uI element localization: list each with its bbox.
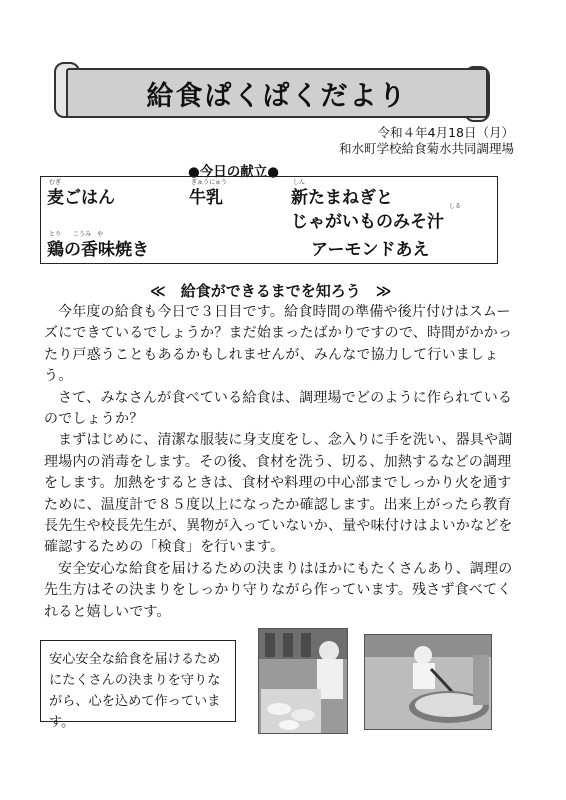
section-title: ≪ 給食ができるまでを知ろう ≫ bbox=[150, 282, 392, 300]
title-banner bbox=[52, 62, 492, 120]
dish-milk: 牛乳 bbox=[189, 188, 223, 208]
menu-heading: ●今日の献立● bbox=[188, 164, 280, 180]
menu-box bbox=[40, 176, 498, 264]
note-box bbox=[40, 640, 236, 730]
article-body bbox=[44, 302, 524, 623]
dish-soup-line1: 新たまねぎと bbox=[291, 188, 393, 208]
article-paragraph: まずはじめに、清潔な服装に身支度をし、念入りに手を洗い、器具や調理場内の消毒をします。その後、食材を洗う、切る、加熱するなどの調理をします。加熱をするときは、食材や料理の中心部までしっかり火を通すために、温度計で８５度以上になったか確認します。出来上がったら教育長先生や校長先生が、異物が入っていないか、量や味付けはよいかなどを確認するための「検食」を行います。 bbox=[44, 432, 513, 556]
article-paragraph: さて、みなさんが食べている給食は、調理場でどのように作られているのでしょうか？ bbox=[44, 389, 513, 428]
dish-soup-line2: じゃがいものみそ汁 bbox=[291, 212, 444, 232]
dish-rice: 麦ごはん bbox=[47, 188, 115, 208]
issue-date: 令和４年4月18日（月） bbox=[377, 125, 514, 140]
dish-ruby: とり こうみ や bbox=[49, 231, 104, 238]
dish-ruby: しる bbox=[449, 203, 462, 210]
article-paragraph: 安全安心な給食を届けるための決まりはほかにもたくさんあり、調理の先生方はその決まりをしっかり守りながら作っています。残さず食べてくれると嬉しいです。 bbox=[44, 560, 513, 620]
kitchen-photo-workers bbox=[258, 628, 348, 734]
title-banner-body bbox=[66, 68, 488, 118]
date-block bbox=[339, 125, 514, 157]
dish-ruby: ぎゅうにゅう bbox=[191, 179, 227, 186]
dish-chicken: 鶏の香味焼き bbox=[47, 240, 149, 260]
dish-almond: アーモンドあえ bbox=[311, 240, 430, 260]
newsletter-title: 給食ぱくぱくだより bbox=[146, 80, 408, 112]
organization-name: 和水町学校給食菊水共同調理場 bbox=[338, 141, 514, 156]
article-paragraph: 今年度の給食も今日で３日目です。給食時間の準備や後片付けはスムーズにできているでしょうか？まだ始まったばかりですので、時間がかかったり戸惑うこともあるかもしれませんが、みんなで協力して行いましょう。 bbox=[44, 304, 513, 385]
dish-ruby: しん bbox=[293, 179, 306, 186]
note-text: 安心安全な給食を届けるためにたくさんの決まりを守りながら、心を込めて作っています。 bbox=[49, 652, 221, 730]
kitchen-photo-cooking-pot bbox=[364, 634, 492, 730]
dish-ruby: むぎ bbox=[49, 179, 62, 186]
